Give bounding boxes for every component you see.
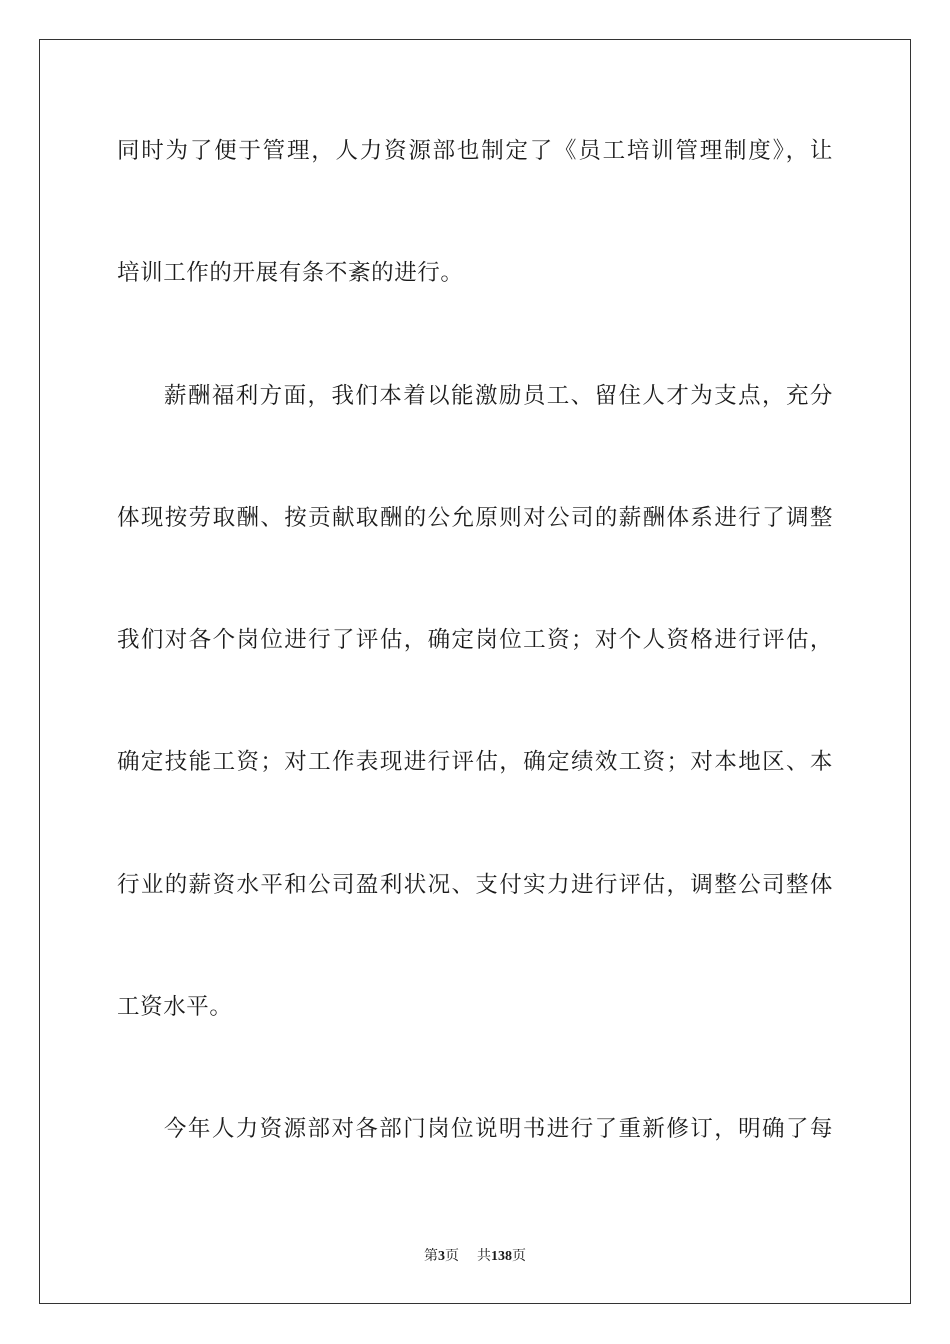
footer-page-number: 3 <box>438 1249 445 1264</box>
paragraph-line-9: 今年人力资源部对各部门岗位说明书进行了重新修订，明确了每 <box>164 1116 833 1142</box>
paragraph-line-4: 体现按劳取酬、按贡献取酬的公允原则对公司的薪酬体系进行了调整 <box>117 505 833 531</box>
footer-page-suffix: 页 <box>445 1248 459 1264</box>
footer-total-pages: 138 <box>491 1249 512 1264</box>
paragraph-line-5: 我们对各个岗位进行了评估，确定岗位工资；对个人资格进行评估， <box>117 627 833 653</box>
paragraph-line-7: 行业的薪资水平和公司盈利状况、支付实力进行评估，调整公司整体 <box>117 872 833 898</box>
footer-page-prefix: 第 <box>424 1248 438 1264</box>
footer-total-suffix: 页 <box>512 1248 526 1264</box>
paragraph-line-3: 薪酬福利方面，我们本着以能激励员工、留住人才为支点，充分 <box>164 383 833 409</box>
paragraph-line-1: 同时为了便于管理，人力资源部也制定了《员工培训管理制度》，让 <box>117 138 833 164</box>
footer-total-prefix: 共 <box>477 1248 491 1264</box>
page-footer <box>0 1247 950 1266</box>
paragraph-line-2: 培训工作的开展有条不紊的进行。 <box>117 260 464 286</box>
paragraph-line-6: 确定技能工资；对工作表现进行评估，确定绩效工资；对本地区、本 <box>117 749 833 775</box>
paragraph-line-8: 工资水平。 <box>117 994 233 1020</box>
